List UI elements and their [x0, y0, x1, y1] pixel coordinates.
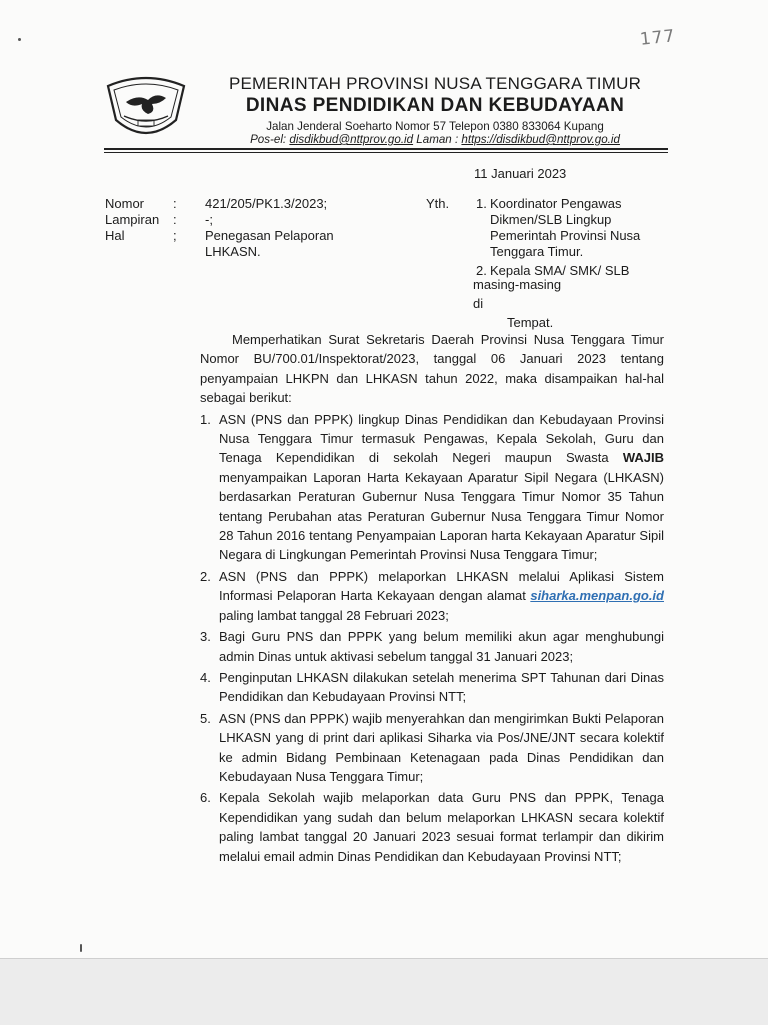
meta-value: LHKASN. — [205, 244, 261, 259]
letterhead-province: PEMERINTAH PROVINSI NUSA TENGGARA TIMUR — [228, 74, 642, 93]
item-number: 5. — [200, 710, 211, 726]
item-number: 4. — [200, 669, 211, 685]
letter-date: 11 Januari 2023 — [474, 166, 567, 181]
emphasis-wajib: WAJIB — [622, 450, 664, 466]
government-emblem-icon — [104, 74, 188, 142]
item-text-part: paling lambat tanggal 28 Februari 2023; — [219, 607, 449, 623]
instruction-item — [200, 627, 664, 666]
item-number: 6. — [200, 790, 211, 806]
recipient-number: 2. — [476, 263, 487, 278]
scan-bottom-margin — [0, 958, 768, 1025]
item-text — [219, 410, 664, 565]
instruction-list — [200, 410, 664, 866]
masing-masing-text: masing-masing — [473, 277, 562, 292]
item-number: 2. — [200, 568, 211, 584]
recipient-line: Pemerintah Provinsi Nusa — [490, 228, 641, 243]
letter-body — [200, 330, 664, 866]
meta-colon: : — [173, 212, 177, 227]
site-label: Laman : — [413, 133, 462, 146]
siharka-link[interactable]: siharka.menpan.go.id — [530, 588, 664, 604]
meta-label: Lampiran — [105, 212, 160, 227]
letterhead-address: Jalan Jenderal Soeharto Nomor 57 Telepon 0380 833064 Kupang — [266, 120, 604, 133]
meta-colon: ; — [173, 228, 177, 243]
di-text: di — [473, 296, 484, 311]
meta-label: Hal — [105, 228, 125, 243]
recipient-line: Dikmen/SLB Lingkup — [490, 212, 612, 227]
letterhead-contact — [200, 133, 670, 146]
meta-colon: : — [173, 196, 177, 211]
intro-paragraph: Memperhatikan Surat Sekretaris Daerah Provinsi Nusa Tenggara Timur Nomor BU/700.01/Inspektorat/2023, tanggal 06 Januari 2023 tentang penyampaian LHKPN dan LHKASN tahun 2022, maka disampaikan hal-hal sebagai berikut: — [200, 332, 664, 406]
letterhead-rule-thin — [104, 152, 668, 153]
instruction-item — [200, 709, 664, 787]
recipient-list — [476, 196, 640, 279]
item-text — [219, 567, 664, 625]
item-number: 1. — [200, 411, 211, 427]
recipient-line: Tenggara Timur. — [490, 244, 584, 259]
meta-label: Nomor — [105, 196, 145, 211]
item-text: ASN (PNS dan PPPK) wajib menyerahkan dan mengirimkan Bukti Pelaporan LHKASN yang di print dari aplikasi Siharka via Pos/JNE/JNT secara kolektif ke admin Bidang Pembinaan Ketenagaan pada Dinas Pendidikan dan Kebudayaan Nusa Tenggara Timur; — [219, 710, 664, 784]
scan-speck — [18, 38, 21, 41]
instruction-item — [200, 410, 664, 565]
scan-speck — [80, 944, 82, 952]
meta-value: Penegasan Pelaporan — [205, 228, 334, 243]
meta-value: 421/205/PK1.3/2023; — [205, 196, 328, 211]
recipient-location — [473, 276, 561, 331]
letterhead-agency: DINAS PENDIDIKAN DAN KEBUDAYAAN — [245, 95, 625, 116]
website-link[interactable]: https://disdikbud@nttprov.go.id — [461, 133, 620, 146]
instruction-item — [200, 567, 664, 625]
item-text-part: menyampaikan Laporan Harta Kekayaan Aparatur Sipil Negara (LHKASN) berdasarkan Peraturan Gubernur Nusa Tenggara Timur Nomor 35 Tahun tentang Perubahan atas Peraturan Gubernur Nusa Tenggara Timur Nomor 28 Tahun 2016 tentang Penyampaian Laporan harta Kekayaan Aparatur Sipil Negara di Lingkungan Pemerintah Provinsi Nusa Tenggara Timur; — [219, 469, 664, 563]
item-text-part: ASN (PNS dan PPPK) melaporkan LHKASN melalui Aplikasi Sistem Informasi Pelaporan Harta Kekayaan dengan alamat — [219, 568, 664, 604]
item-text: Kepala Sekolah wajib melaporkan data Guru PNS dan PPPK, Tenaga Kependidikan yang sudah dan belum melaporkan LHKASN secara kolektif paling lambat tanggal 20 Januari 2023 sesuai format terlampir dan dikirim melalui email admin Dinas Pendidikan dan Kebudayaan Provinsi NTT; — [219, 790, 664, 864]
email-link[interactable]: disdikbud@nttprov.go.id — [289, 133, 414, 146]
tempat-text: Tempat. — [507, 315, 554, 330]
email-label: Pos-el: — [250, 133, 290, 146]
recipient-line: Koordinator Pengawas — [490, 196, 622, 211]
recipient-number: 1. — [476, 196, 487, 211]
page-mark: 177 — [639, 26, 677, 50]
item-text: Penginputan LHKASN dilakukan setelah menerima SPT Tahunan dari Dinas Pendidikan dan Kebudayaan Provinsi NTT; — [219, 669, 664, 705]
item-number: 3. — [200, 629, 211, 645]
salutation-yth: Yth. — [426, 196, 450, 211]
instruction-item — [200, 668, 664, 707]
letterhead — [200, 74, 670, 146]
recipient-item — [476, 196, 640, 260]
recipient-line: Kepala SMA/ SMK/ SLB — [490, 263, 630, 278]
item-text-part: ASN (PNS dan PPPK) lingkup Dinas Pendidikan dan Kebudayaan Provinsi Nusa Tenggara Timur termasuk Pengawas, Kepala Sekolah, Guru dan Tenaga Kependidikan di sekolah Negeri maupun Swasta — [219, 411, 664, 466]
meta-value: -; — [205, 212, 213, 227]
instruction-item — [200, 788, 664, 866]
letterhead-rule-thick — [104, 148, 668, 150]
item-text: Bagi Guru PNS dan PPPK yang belum memiliki akun agar menghubungi admin Dinas untuk aktivasi sebelum tanggal 31 Januari 2023; — [219, 629, 664, 664]
